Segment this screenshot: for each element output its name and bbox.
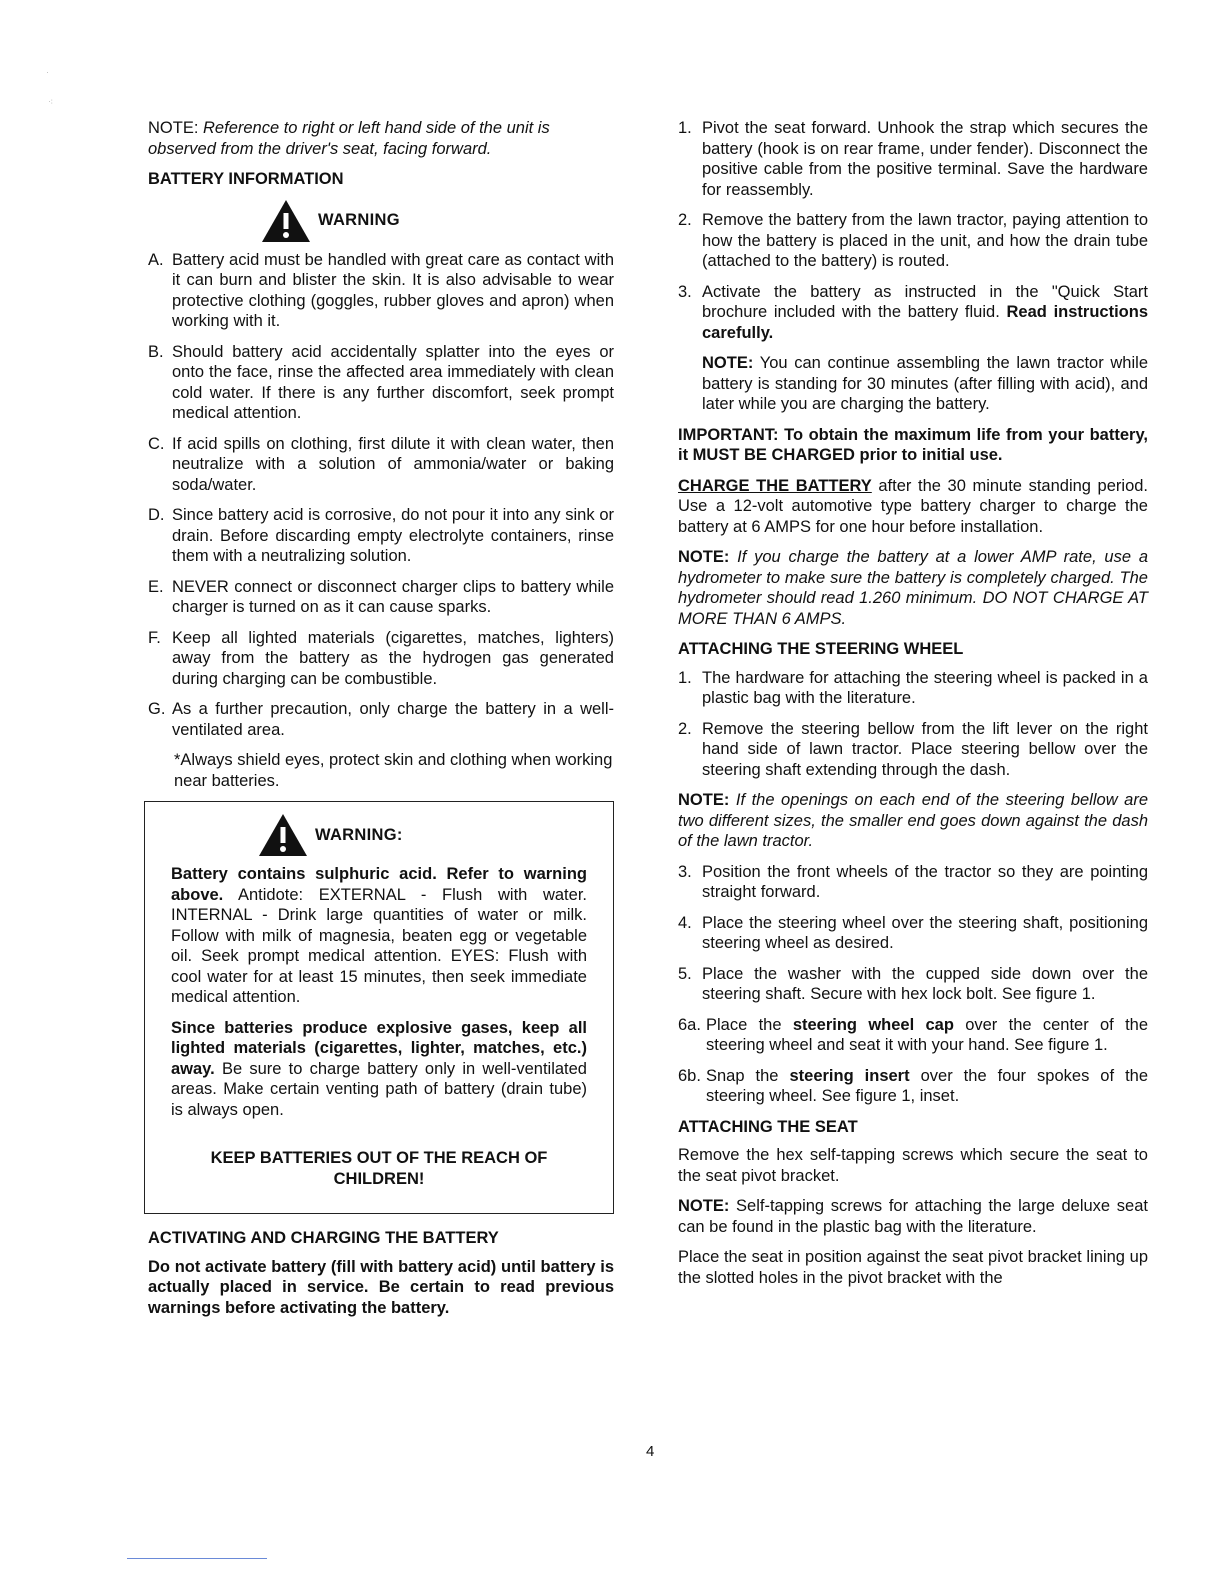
bottom-rule — [127, 1558, 267, 1559]
bellow-note: NOTE: If the openings on each end of the steering bellow are two different sizes, the smaller end goes down against the dash of the lawn tractor. — [678, 791, 1148, 850]
scan-speck: · — [46, 67, 49, 77]
list-item: 3. Activate the battery as instructed in the "Quick Start brochure included with the battery fluid. Read instructions carefully. NOTE: You can continue assembling the lawn tractor while battery is standing for 30 minutes (after filling with acid), and later while you are charging the battery. — [678, 282, 1148, 413]
list-item: 5. Place the washer with the cupped side down over the steering shaft. Secure with hex lock bolt. See figure 1. — [678, 964, 1148, 1003]
list-item: 1. Pivot the seat forward. Unhook the strap which secures the battery (hook is on rear frame, under fender). Disconnect the positive cable from the positive terminal. Save the hardware for reassembly. — [678, 119, 1148, 199]
amp-rate-note: NOTE: If you charge the battery at a lower AMP rate, use a hydrometer to make sure the battery is completely charged. The hydrometer should read 1.260 minimum. DO NOT CHARGE AT MORE THAN 6 AMPS. — [678, 548, 1148, 628]
left-column — [148, 118, 614, 1328]
scan-speck: ⁖ — [48, 97, 54, 107]
warning-label: WARNING — [318, 211, 400, 230]
list-item: 4. Place the steering wheel over the steering shaft, positioning steering wheel as desired. — [678, 913, 1148, 952]
battery-warning-list — [148, 250, 614, 741]
list-item: A. Battery acid must be handled with great care as contact with it can burn and blister the skin. It is also advisable to wear protective clothing (goggles, rubber gloves and apron) when working with it. — [148, 250, 614, 330]
list-item: D. Since battery acid is corrosive, do not pour it into any sink or drain. Before discarding empty electrolyte containers, rinse them with a neutralizing solution. — [148, 506, 614, 565]
steering-heading: ATTACHING THE STEERING WHEEL — [678, 640, 964, 658]
list-item: G. As a further precaution, only charge the battery in a well-ventilated area. — [148, 700, 614, 739]
list-item: 3. Position the front wheels of the tractor so they are pointing straight forward. — [678, 862, 1148, 901]
battery-info-heading: BATTERY INFORMATION — [148, 170, 344, 188]
list-item: 2. Remove the battery from the lawn tractor, paying attention to how the battery is placed in the unit, and how the drain tube (attached to the battery) is routed. — [678, 211, 1148, 270]
antidote-paragraph: Battery contains sulphuric acid. Refer to warning above. Antidote: EXTERNAL - Flush with water. INTERNAL - Drink large quantities of water or milk. Follow with milk of magnesia, beaten egg or vegetable oil. Seek prompt medical attention. EYES: Flush with cool water for at least 15 minutes, then seek immediate medical attention. — [171, 865, 587, 1006]
list-item: B. Should battery acid accidentally splatter into the eyes or onto the face, rinse the affected area immediately with clean cold water. If there is any further discomfort, seek prompt medical attention. — [148, 342, 614, 422]
list-item: C. If acid spills on clothing, first dilute it with clean water, then neutralize with a solution of ammonia/water or baking soda/water. — [148, 434, 614, 494]
note-text: Reference to right or left hand side of the unit is observed from the driver's seat, facing forward. — [148, 119, 550, 158]
activating-heading: ACTIVATING AND CHARGING THE BATTERY — [148, 1229, 499, 1247]
right-column — [678, 118, 1148, 1298]
list-item: F. Keep all lighted materials (cigarettes, matches, lighters) away from the battery as the hydrogen gas generated during charging can be combustible. — [148, 628, 614, 688]
always-shield-note: *Always shield eyes, protect skin and clothing when working near batteries. — [174, 751, 613, 790]
activating-warning: Do not activate battery (fill with battery acid) until battery is actually placed in service. Be certain to read previous warnings before activating the battery. — [148, 1257, 614, 1317]
box-warning-header — [257, 812, 587, 858]
seat-paragraph-1: Remove the hex self-tapping screws which secure the seat to the seat pivot bracket. — [678, 1146, 1148, 1185]
list-item: 6b. Snap the steering insert over the four spokes of the steering wheel. See figure 1, inset. — [678, 1066, 1149, 1105]
seat-paragraph-2: Place the seat in position against the seat pivot bracket lining up the slotted holes in the pivot bracket with the — [678, 1248, 1148, 1287]
keep-away-children: KEEP BATTERIES OUT OF THE REACH OF CHILDREN! — [210, 1149, 548, 1188]
steering-steps-b — [678, 862, 1148, 1107]
list-item: 2. Remove the steering bellow from the lift lever on the right hand side of lawn tractor. Place steering bellow over the steering shaft extending through the dash. — [678, 719, 1148, 779]
sulphuric-acid-warning-box — [144, 801, 614, 1214]
seat-heading: ATTACHING THE SEAT — [678, 1117, 858, 1136]
important-note: IMPORTANT: To obtain the maximum life from your battery, it MUST BE CHARGED prior to initial use. — [678, 425, 1148, 464]
list-item: 6a. Place the steering wheel cap over the center of the steering wheel and seat it with your hand. See figure 1. — [678, 1015, 1149, 1054]
standing-note: NOTE: You can continue assembling the lawn tractor while battery is standing for 30 minutes (after filling with acid), and later while you are charging the battery. — [702, 354, 1148, 413]
charge-paragraph: CHARGE THE BATTERY after the 30 minute standing period. Use a 12-volt automotive type battery charger to charge the battery at 6 AMPS for one hour before installation. — [678, 476, 1149, 536]
explosive-gases-paragraph: Since batteries produce explosive gases, keep all lighted materials (cigarettes, lighter, matches, etc.) away. Be sure to charge battery only in well-ventilated areas. Make certain venting path of battery (drain tube) is always open. — [171, 1018, 587, 1119]
seat-note: NOTE: Self-tapping screws for attaching the large deluxe seat can be found in the plastic bag with the literature. — [678, 1197, 1148, 1236]
note-label: NOTE: — [148, 119, 199, 137]
page-number: 4 — [646, 1443, 655, 1460]
warning-header — [260, 198, 614, 244]
warning-triangle-icon — [257, 812, 309, 858]
orientation-note — [148, 118, 614, 159]
list-item: 1. The hardware for attaching the steering wheel is packed in a plastic bag with the literature. — [678, 668, 1148, 707]
box-warning-label: WARNING: — [315, 825, 403, 844]
warning-triangle-icon — [260, 198, 312, 244]
steering-steps-a — [678, 668, 1148, 781]
list-item: E. NEVER connect or disconnect charger clips to battery while charger is turned on as it can cause sparks. — [148, 577, 614, 616]
battery-removal-steps — [678, 118, 1148, 415]
